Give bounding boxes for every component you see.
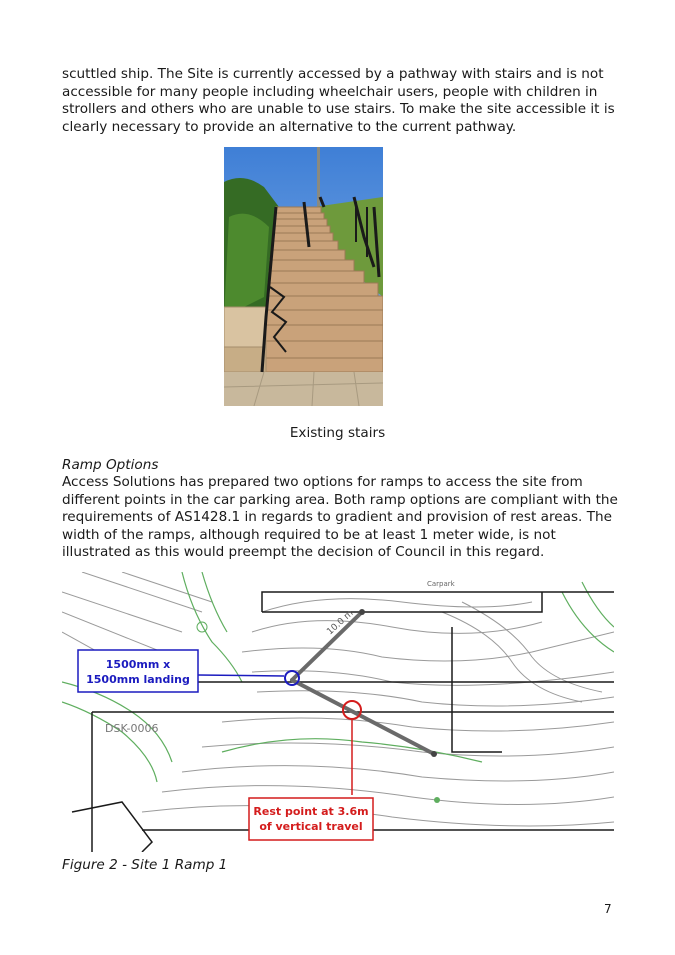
intro-paragraph: scuttled ship. The Site is currently accessed by a pathway with stairs and is not accessible for many people including wheelchair users, people with children in strollers and others who are unable to use stairs. To make the site accessible it is clearly necessary to provide an alternative to the current pathway.	[62, 66, 615, 135]
landing-callout-line1: 1500mm x	[105, 658, 171, 671]
section-body: Access Solutions has prepared two options for ramps to access the site from different points in the car parking area. Both ramp options are compliant with the requirements of AS1428.1 in regards to gradient and provision of rest areas. The width of the ramps, although required to be at least 1 meter wide, is not illustrated as this would preempt the decision of Council in this regard.	[62, 474, 618, 561]
drawing-ref-label: DSK-0006	[105, 722, 159, 735]
page-number: 7	[604, 902, 612, 916]
photo-caption: Existing stairs	[289, 425, 386, 441]
landing-callout-line2: 1500mm landing	[86, 673, 190, 686]
existing-stairs-photo	[224, 147, 383, 406]
rest-callout-line2: of vertical travel	[259, 820, 363, 833]
section-heading: Ramp Options	[62, 457, 159, 473]
site-plan-figure	[62, 572, 614, 852]
figure-caption: Figure 2 - Site 1 Ramp 1	[62, 857, 228, 873]
ramp-length-label: 10.0 m	[325, 608, 356, 638]
map-label: Carpark	[427, 580, 455, 588]
rest-callout-line1: Rest point at 3.6m	[253, 805, 369, 818]
